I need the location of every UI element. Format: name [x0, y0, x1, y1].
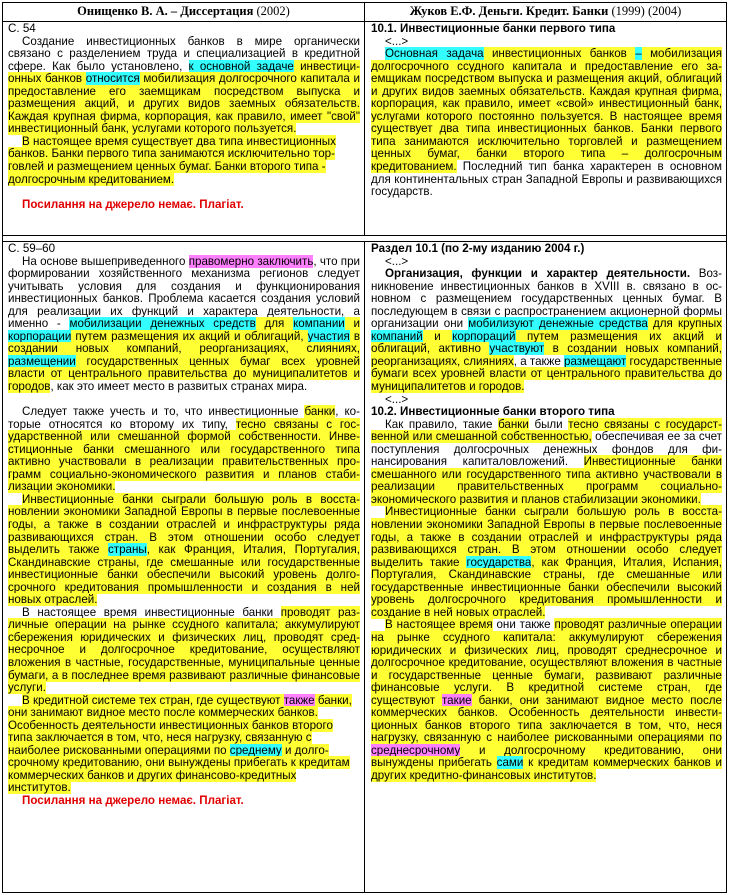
highlighted-text: государственных ценных бумаг всех уровней власти от центрального правительства до муниципалитетов и городов	[8, 354, 360, 394]
paragraph	[371, 23, 722, 36]
header-left	[3, 3, 364, 21]
highlighted-text: , как Франция, Италия, Испания, Португалия, Скандинавские страны, где смешанные или государственные инвестиционные банки обеспечили высокий уровень долгосрочного кредитования промышленности и создание в ней новых отраслей.	[371, 555, 722, 619]
text-run: Последний тип банка характерен в основном для континентальных стран Западной Европы и развивающихся государств.	[371, 160, 722, 199]
text-run: В настоящее время инвестиционные банки	[22, 605, 281, 619]
text-run: Посилання на джерело немає. Плагіат.	[22, 794, 244, 808]
highlighted-text: правомерно заключить	[188, 254, 314, 268]
header-left-author: Онищенко В. А. – Диссертация	[77, 4, 254, 18]
row2-right-cell	[371, 243, 722, 891]
highlighted-text: мобилизуют денежные средства	[468, 317, 648, 331]
text-run: Создание инвестиционных банков в мире органически связано с разделением труда и специализацией в кредитной сфере. Как было установлено,	[8, 34, 360, 73]
text-run: , которые относятся ко второму их типу,	[8, 405, 360, 431]
divider	[3, 241, 726, 242]
highlighted-text: проводят различные операции на рынке ссудного капитала: аккумулируют сбережения юридических и физических лиц, проводят среднесрочное и долгосрочное кредитование, осуществляют вложения в частные и государственные ценные бумаги, развивают различные финансовые услуги. В кредитной системе стран, где существуют	[371, 618, 722, 707]
highlighted-text: банки, они занимают видное место после коммерческих банков. Особенность деятельности инвестиционных банков второго типа заключается в том, что, неся нагрузку, связанную с наиболее рискованными операциями по	[8, 693, 352, 757]
highlighted-text: В настоящее время существует два типа инвестиционных банков. Банки первого типа занимаются исключительно торговлей и размещением ценных бумаг. Банки второго типа - долгосрочным кредитованием.	[8, 134, 336, 186]
text-run: Следует также учесть и то, что инвестиционные	[22, 405, 305, 419]
highlighted-text: корпораций	[452, 329, 516, 343]
text-run: , что при формировании хозяйственного механизма регионов следует учитывать условия для создания и функционирования инвестиционных банков. Проблема касается создания условий для реализации их функций и характера деятельности, а именно -	[8, 254, 360, 331]
highlighted-text: –	[635, 47, 642, 61]
paragraph	[371, 506, 722, 619]
text-run: С. 59–60	[8, 243, 56, 255]
highlighted-text: среднему	[229, 743, 282, 757]
highlighted-text: в создании новых компаний, реорганизациях, слияниях,	[8, 329, 360, 356]
highlighted-text: страны	[108, 543, 147, 557]
header-left-year: (2002)	[253, 4, 290, 18]
highlighted-text: банки, они занимают видное место после коммерческих банков. Особенность деятельности инвестиционных банков второго типа заключается в том, что, неся нагрузку, связанную с наиболее рискованными операциями по	[371, 693, 722, 745]
text-run: Возникновение инвестиционных банков в XVIII в. связано в основном с размещением государственных ценных бумаг. В последующем в связи с распространением акционерной формы организации они	[371, 267, 722, 331]
highlighted-text: В настоящее время	[385, 618, 493, 632]
highlighted-text: инвестиционных банков	[8, 59, 360, 86]
highlighted-text: государственные бумаги всех уровней власти от центрального правительства до муниципалитетов и городов.	[371, 354, 722, 394]
highlighted-text: государства	[466, 555, 532, 569]
highlighted-text: компаний	[371, 329, 423, 343]
header-right-year: (1999) (2004)	[608, 4, 682, 18]
plagiarism-note	[8, 199, 360, 212]
paragraph	[371, 268, 722, 393]
paragraph	[371, 419, 722, 507]
highlighted-text: Инвестиционные банки смешанного или государственного типа активно участвовали в реализации правительственных программ социальноэкономического развития и планов стабилизации экономики.	[371, 455, 722, 506]
highlighted-text: относится	[85, 72, 140, 86]
text-run: С. 54	[8, 23, 36, 35]
highlighted-text: мобилизация долгосрочного капитала и предоставление его заемщикам посредством выпуска и размещения акций, и других видов заемных обязательств. Каждая крупная фирма, корпорация, как правило, имеет "свой" инвестиционный банк, услугами которого пользуется.	[8, 72, 360, 136]
highlighted-text: корпорации	[8, 329, 72, 343]
paragraph	[8, 136, 360, 186]
highlighted-text: компании	[293, 317, 345, 331]
text-run: Как правило, такие	[385, 417, 499, 431]
text-run: обеспечивая ее за счет поступления долгосрочных денежных фондов для финансирования капиталовложений.	[371, 430, 722, 469]
highlighted-text: проводят различные операции на рынке ссудного капитала; аккумулируют сбережения юридических и физических лиц, проводят среднесрочное и долгосрочное кредитование, осуществляют вложения в частные, государственные, муниципальные ценные бумаги, а в последнее время	[8, 605, 360, 682]
highlighted-text: и долгосрочному кредитованию, они вынуждены прибегать	[371, 743, 722, 770]
paragraph	[371, 48, 722, 199]
highlighted-text: банки	[304, 405, 336, 419]
paragraph	[8, 256, 360, 394]
highlighted-text: участвуют	[489, 342, 545, 356]
highlighted-text: также	[283, 693, 315, 707]
text-run: <...>	[385, 392, 409, 406]
highlighted-text: Основная задача	[385, 47, 484, 61]
text-run: Организация, функции и характер деятельности.	[385, 267, 691, 281]
highlighted-text: сами	[496, 756, 524, 770]
highlighted-text: для	[255, 317, 294, 331]
highlighted-text: мобилизации денежных средств	[69, 317, 256, 331]
highlighted-text: инвестиционных банков	[483, 47, 636, 61]
text-run: они также	[492, 618, 555, 632]
highlighted-text: к кредитам коммерческих банков и других кредитно-финансовых институтов.	[371, 756, 722, 782]
highlighted-text: банки	[498, 417, 529, 431]
highlighted-text: , как Франция, Италия, Португалия, Скандинавские страны, где смешанные или государственные инвестиционные банки обеспечили высокий уровень долгосрочного кредитования промышленности и создания в ней новых отраслей.	[8, 543, 360, 607]
highlighted-text: тесно связаны с государственной или смешанной собственностью,	[371, 417, 722, 444]
row2-left-cell	[8, 243, 360, 891]
highlighted-text: такие	[442, 693, 472, 707]
header-right	[365, 3, 726, 21]
text-run: Раздел 10.1 (по 2-му изданию 2004 г.)	[371, 243, 585, 255]
comparison-table	[2, 2, 727, 893]
header-right-author: Жуков Е.Ф. Деньги. Кредит. Банки	[409, 4, 609, 18]
highlighted-text: и долгосрочному кредитованию, они вынуждены прибегать к кредитам коммерческих банков и других финансово-кредитных институтов.	[8, 743, 350, 795]
highlighted-text: для крупных	[647, 317, 722, 331]
column-divider	[364, 3, 365, 892]
highlighted-text: развивают различные финансовые услуги.	[8, 668, 360, 695]
highlighted-text: Инвестиционные банки сыграли большую роль в восстановлении экономики Западной Европы в первые послевоенные годы, а также в создании отраслей и инфраструктуры ряда развивающихся стран. В этом отношении особо следует выделить также	[8, 492, 360, 557]
row1-right-cell	[371, 23, 722, 233]
text-run: , как это имеет место в развитых странах мира.	[50, 380, 308, 394]
highlighted-text: тесно связаны с государственной или смешанной формой собственности. Инвестиционные банки смешанного или государственного типа активно участвовали в реализации правительственных программ социально-экономического развития и планов стабилизации экономики.	[8, 417, 360, 494]
text-run: <...>	[385, 34, 409, 48]
highlighted-text: путем размещения их акций и облигаций,	[71, 329, 308, 343]
highlighted-text: размещении	[8, 354, 76, 368]
text-run: 10.2. Инвестиционные банки второго типа	[371, 405, 615, 419]
highlighted-text: к основной задаче	[188, 59, 294, 73]
text-run: были	[528, 417, 569, 431]
paragraph	[8, 494, 360, 607]
paragraph	[371, 619, 722, 782]
highlighted-text: участия	[307, 329, 350, 343]
text-run: , а также	[513, 354, 565, 368]
highlighted-text: и	[344, 317, 360, 331]
highlighted-text: среднесрочному	[371, 743, 461, 757]
text-run: <...>	[385, 254, 409, 268]
text-run: Посилання на джерело немає. Плагіат.	[22, 197, 244, 211]
highlighted-text: В кредитной системе тех стран, где существуют	[22, 693, 284, 707]
highlighted-text: мобилизация долгосрочного ссудного капитала и предоставление его заемщикам посредством выпуска и размещения акций, облигаций и других видов заемных обязательств. Каждая крупная фирма, корпорация, как правило, имеет «свой» инвестиционный банк, услугами которого постоянно пользуется. В настоящее время существует два типа инвестиционных банков. Банки первого типа занимаются исключительно торговлей и размещением ценных бумаг, банки второго типа – долгосрочным кредитованием.	[371, 47, 722, 174]
highlighted-text: путем размещения их акций и облигаций, активно	[371, 329, 722, 356]
paragraph	[8, 36, 360, 136]
highlighted-text: Инвестиционные банки сыграли большую роль в восстановлении экономики Западной Европы в первые послевоенные годы, а также в создании отраслей и инфраструктуры ряда развивающихся стран. В этом отношении особо следует выделить такие	[371, 505, 722, 569]
highlighted-text: размещают	[564, 354, 627, 368]
text-run: 10.1. Инвестиционные банки первого типа	[371, 23, 616, 35]
highlighted-text: и	[422, 329, 453, 343]
row1-left-cell	[8, 23, 360, 233]
paragraph	[8, 607, 360, 695]
highlighted-text: в создании новых компаний, реорганизациях, слияниях	[371, 342, 722, 368]
plagiarism-note	[8, 795, 360, 808]
paragraph	[8, 695, 360, 795]
paragraph	[371, 243, 722, 256]
text-run: На основе вышеприведенного	[22, 254, 189, 268]
paragraph	[8, 406, 360, 494]
